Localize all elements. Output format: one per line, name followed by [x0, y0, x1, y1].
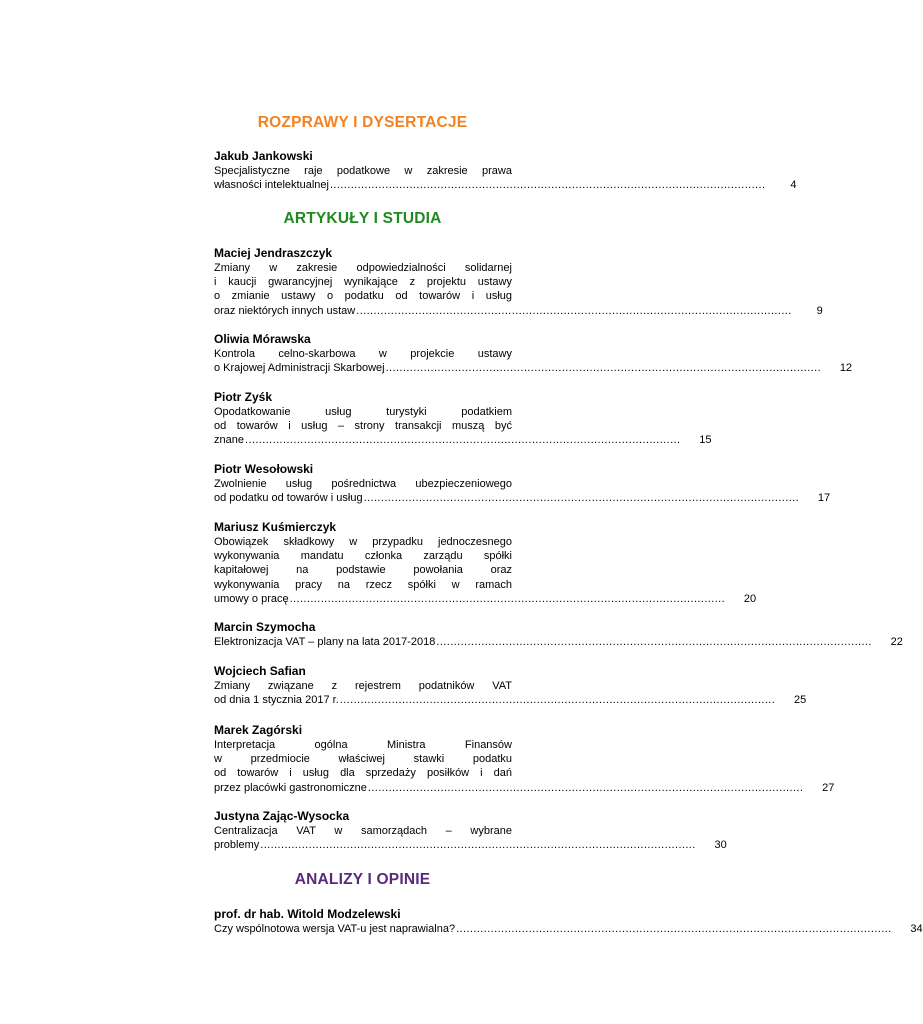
dot-leader: .............................................................................................................................. — [436, 636, 872, 648]
toc-entry[interactable] — [214, 664, 807, 707]
page-number: 30 — [714, 839, 727, 852]
page-number: 25 — [793, 694, 807, 707]
dot-leader: .............................................................................................................................. — [329, 179, 766, 192]
toc-entry[interactable] — [214, 723, 835, 795]
entry-title-line: Zmiany związane z rejestrem podatników VAT — [214, 680, 512, 692]
entry-title-last-line: od podatku od towarów i usług .............................................................................................................................. 17 — [214, 492, 831, 505]
entry-title-line: od towarów i usług dla sprzedaży posiłków i dań — [214, 767, 512, 780]
section-title-artykuly: ARTYKUŁY I STUDIA — [283, 210, 442, 227]
dot-leader: .............................................................................................................................. — [356, 304, 792, 317]
entry-title-last-line: Elektronizacja VAT – plany na lata 2017-2018 .............................................................................................................................. 22 — [214, 636, 903, 648]
entry-title-last-line: Czy wspólnotowa wersja VAT-u jest naprawialna? .............................................................................................................................. 34 — [214, 923, 923, 935]
dot-leader: .............................................................................................................................. — [260, 839, 696, 852]
toc-entry[interactable] — [214, 620, 903, 649]
entry-title-last-line: umowy o pracę .............................................................................................................................. 20 — [214, 592, 757, 605]
entry-title-line: Zwolnienie usług pośrednictwa ubezpieczeniowego — [214, 478, 512, 490]
entry-author: Piotr Zyśk — [214, 390, 273, 404]
entry-title-line: w przedmiocie właściwej stawki podatku — [214, 753, 512, 766]
entry-author: prof. dr hab. Witold Modzelewski — [214, 907, 401, 921]
entry-title-last-line: o Krajowej Administracji Skarbowej .............................................................................................................................. 12 — [214, 362, 853, 375]
toc-entry[interactable] — [214, 246, 823, 318]
page-number: 34 — [910, 923, 923, 935]
entry-title-line: wykonywania mandatu członka zarządu spółki — [214, 550, 512, 563]
entry-author: Justyna Zając-Wysocka — [214, 809, 350, 823]
dot-leader: .............................................................................................................................. — [289, 592, 726, 605]
toc-entry[interactable] — [214, 149, 797, 192]
entry-author: Mariusz Kuśmierczyk — [214, 520, 337, 534]
page-number: 27 — [822, 781, 835, 794]
entry-title-line: wykonywania pracy na rzecz spółki w ramach — [214, 578, 512, 591]
page-number: 12 — [839, 362, 853, 375]
dot-leader: .............................................................................................................................. — [363, 492, 800, 505]
entry-title-line: Kontrola celno-skarbowa w projekcie ustawy — [214, 348, 512, 360]
entry-author: Marcin Szymocha — [214, 620, 316, 634]
dot-leader: .............................................................................................................................. — [244, 434, 681, 447]
entry-author: Maciej Jendraszczyk — [214, 246, 333, 260]
entry-title-last-line: oraz niektórych innych ustaw .............................................................................................................................. 9 — [214, 304, 823, 317]
entry-author: Marek Zagórski — [214, 723, 303, 737]
dot-leader: .............................................................................................................................. — [367, 781, 804, 794]
toc-entry[interactable] — [214, 332, 853, 375]
dot-leader: .............................................................................................................................. — [385, 362, 822, 375]
entry-title-last-line: problemy .............................................................................................................................. 30 — [214, 839, 727, 852]
page-number: 20 — [743, 592, 757, 605]
entry-title-last-line: przez placówki gastronomiczne .............................................................................................................................. 27 — [214, 781, 835, 794]
entry-title-last-line: własności intelektualnej .............................................................................................................................. 4 — [214, 179, 797, 192]
toc-entry[interactable] — [214, 520, 757, 606]
page-number: 17 — [817, 492, 831, 505]
toc-entry[interactable] — [214, 809, 727, 852]
page-number: 22 — [890, 636, 903, 648]
entry-title-line: od towarów i usług – strony transakcji muszą być — [214, 420, 512, 433]
entry-title-last-line: od dnia 1 stycznia 2017 r. .............................................................................................................................. 25 — [214, 694, 807, 707]
toc-entry[interactable] — [214, 462, 831, 505]
section-title-analizy: ANALIZY I OPINIE — [294, 871, 431, 888]
entry-title-line: Obowiązek składkowy w przypadku jednoczesnego — [214, 536, 512, 548]
entry-title-line: Opodatkowanie usług turystyki podatkiem — [214, 406, 512, 418]
dot-leader: .............................................................................................................................. — [456, 923, 892, 935]
page-number: 15 — [699, 434, 712, 447]
entry-title-line: kapitałowej na podstawie powołania oraz — [214, 564, 512, 577]
toc-entry[interactable] — [214, 390, 712, 448]
entry-author: Oliwia Mórawska — [214, 332, 311, 346]
entry-title-last-line: znane .............................................................................................................................. 15 — [214, 434, 712, 447]
entry-author: Wojciech Safian — [214, 664, 306, 678]
page-number: 9 — [816, 304, 823, 317]
entry-author: Jakub Jankowski — [214, 149, 313, 163]
toc-entry[interactable] — [214, 907, 923, 936]
entry-title-line: i kaucji gwarancyjnej wynikające z projektu ustawy — [214, 276, 512, 289]
entry-title-line: Zmiany w zakresie odpowiedzialności solidarnej — [214, 262, 512, 274]
entry-title-line: Interpretacja ogólna Ministra Finansów — [214, 739, 512, 751]
entry-title-line: Centralizacja VAT w samorządach – wybrane — [214, 825, 512, 837]
section-title-rozprawy: ROZPRAWY I DYSERTACJE — [257, 114, 468, 131]
page-number: 4 — [790, 179, 797, 192]
dot-leader: .............................................................................................................................. — [339, 694, 776, 707]
entry-title-line: o zmianie ustawy o podatku od towarów i usług — [214, 290, 512, 303]
entry-author: Piotr Wesołowski — [214, 462, 314, 476]
entry-title-line: Specjalistyczne raje podatkowe w zakresie prawa — [214, 165, 512, 177]
